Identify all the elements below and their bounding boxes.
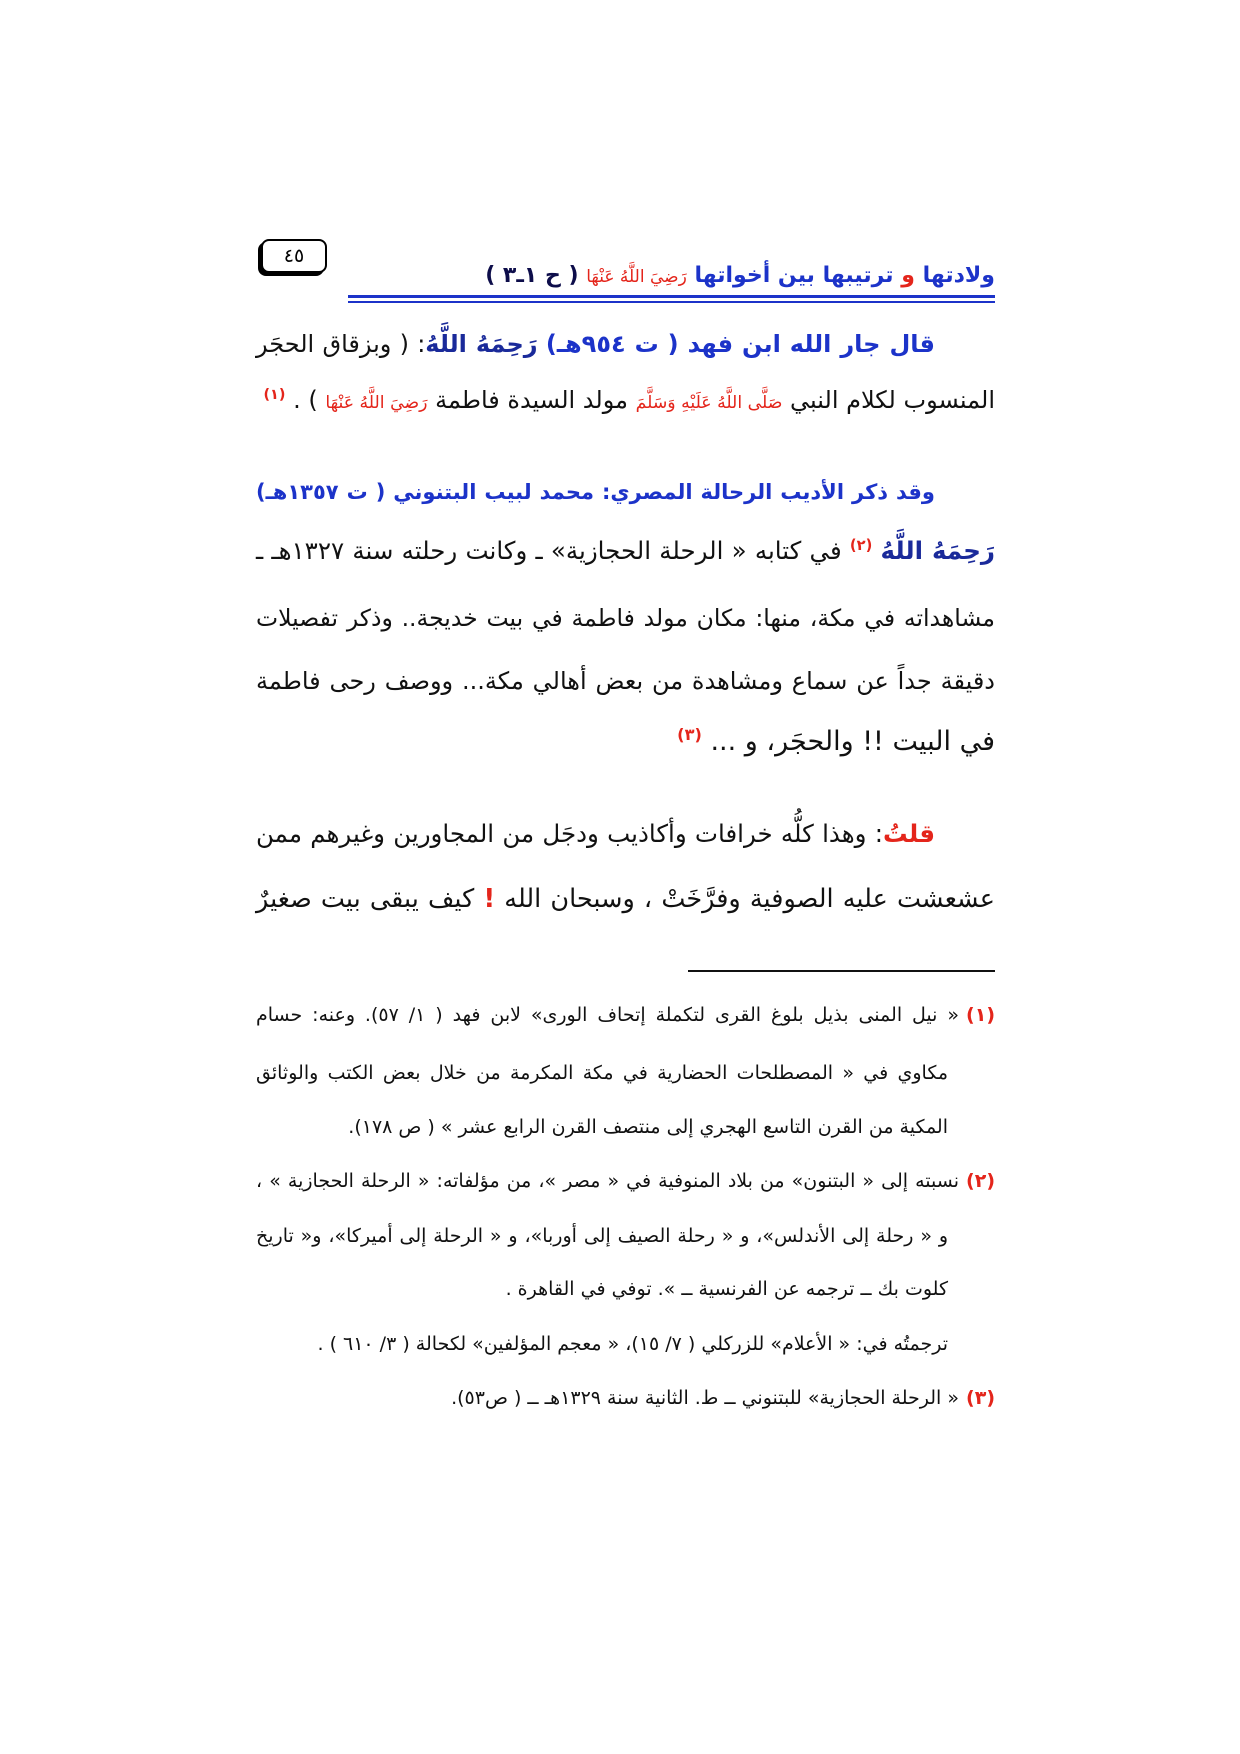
footnote-number-3: (٣): [966, 1387, 995, 1409]
body-text: عشعشت عليه الصوفية وفرَّخَتْ ، وسبحان الله: [504, 884, 996, 914]
body-text: في البيت !! والحجَر، و ...: [710, 726, 995, 757]
footnote-3-line-1: [256, 1373, 995, 1423]
footnote-ref-1[interactable]: (١): [263, 387, 286, 404]
page-number-box: [261, 239, 327, 273]
honorific-radiya-allah: رَضِيَ اللَّهُ عَنْهَا: [325, 393, 428, 413]
footnote-separator: [688, 970, 995, 972]
body-text: في كتابه « الرحلة الحجازية» ـ وكانت رحلته سنة ١٣٢٧هـ ـ: [256, 536, 842, 565]
footnote-text: مكاوي في « المصطلحات الحضارية في مكة المكرمة من خلال بعض الكتب والوثائق: [256, 1062, 948, 1084]
header-title-rest: ترتيبها بين أخواتها: [694, 263, 894, 288]
body-text: مشاهداته في مكة، منها: مكان مولد فاطمة في بيت خديجة.. وذكر تفصيلات: [256, 604, 995, 632]
body-text: كيف يبقى بيت صغيرٌ: [256, 884, 475, 914]
footnote-ref-3[interactable]: (٣): [677, 725, 702, 745]
footnote-2-line-3: [256, 1264, 995, 1314]
body-text: : وهذا كلُّه خرافات وأكاذيب ودجَل من المجاورين وغيرهم ممن: [256, 819, 884, 848]
body-text: المنسوب لكلام النبي: [790, 386, 995, 414]
body-line-6: [256, 651, 995, 711]
body-line-8: [256, 804, 995, 864]
body-line-2: [256, 370, 995, 434]
header-rule-top: [348, 295, 995, 298]
footnote-number-2: (٢): [966, 1170, 995, 1192]
footnote-text: ترجمتُه في: « الأعلام» للزركلي ( ٧/ ١٥)، « معجم المؤلفين» لكحالة ( ٣/ ٦١٠ ) .: [317, 1333, 948, 1355]
footnote-ref-2[interactable]: (٢): [849, 537, 873, 555]
body-line-5: [256, 588, 995, 648]
quoted-author: وقد ذكر الأديب الرحالة المصري: محمد لبيب البتنوني ( ت ١٣٥٧هـ): [256, 480, 935, 504]
footnote-1-line-3: [256, 1102, 995, 1152]
running-header: [485, 258, 995, 294]
footnote-text: « الرحلة الحجازية» للبتنوني ــ ط. الثانية سنة ١٣٢٩هـ ــ ( ص٥٣).: [451, 1387, 959, 1409]
author-comment-label: قلتُ: [883, 819, 935, 848]
body-text: : ( وبزقاق الحجَر: [256, 330, 426, 358]
body-line-3: [256, 462, 995, 522]
header-honorific: رَضِيَ اللَّهُ عَنْهَا: [586, 267, 687, 287]
body-line-7: [256, 712, 995, 775]
page-number: ٤٥: [283, 245, 305, 267]
honorific-rahimahullah: رَحِمَهُ اللَّهُ: [425, 330, 538, 358]
footnote-1-line-2: [256, 1048, 995, 1098]
body-text: مولد السيدة فاطمة: [435, 386, 628, 414]
footnote-2-line-2: [256, 1211, 995, 1261]
honorific-rahimahullah: رَحِمَهُ اللَّهُ: [880, 536, 995, 565]
footnote-1-line-1: [256, 990, 995, 1040]
quoted-author: قال جار الله ابن فهد ( ت ٩٥٤هـ): [545, 330, 935, 358]
body-text: دقيقة جداً عن سماع ومشاهدة من بعض أهالي مكة... ووصف رحى فاطمة: [256, 667, 995, 695]
honorific-salla-allah: صَلَّى اللَّهُ عَلَيْهِ وَسَلَّمَ: [635, 393, 783, 413]
footnote-number-1: (١): [966, 1004, 995, 1026]
footnote-text: كلوت بك ــ ترجمه عن الفرنسية ــ ». توفي في القاهرة .: [505, 1278, 948, 1300]
footnote-text: نسبته إلى « البتنون» من بلاد المنوفية في « مصر »، من مؤلفاته: « الرحلة الحجازية » ،: [256, 1170, 959, 1192]
body-line-4: [256, 521, 995, 585]
footnote-2-line-4: [256, 1319, 995, 1369]
body-line-1: [256, 314, 995, 374]
header-part-ref: ( ح ١ـ٣ ): [485, 263, 579, 288]
footnote-2-line-1: [256, 1156, 995, 1206]
header-conjunction: و: [901, 263, 915, 288]
body-line-9: [256, 869, 995, 929]
header-title: ولادتها: [922, 263, 995, 288]
footnote-text: و « رحلة إلى الأندلس»، و « رحلة الصيف إلى أوربا»، و « الرحلة إلى أميركا»، و« تاريخ: [256, 1225, 948, 1247]
footnote-text: المكية من القرن التاسع الهجري إلى منتصف القرن الرابع عشر » ( ص ١٧٨).: [348, 1116, 948, 1138]
header-rule-bottom: [348, 301, 995, 303]
footnote-text: « نيل المنى بذيل بلوغ القرى لتكملة إتحاف الورى» لابن فهد ( ١/ ٥٧). وعنه: حسام: [256, 1004, 959, 1026]
body-text: ) .: [293, 386, 318, 414]
exclamation-mark: !: [483, 884, 496, 914]
